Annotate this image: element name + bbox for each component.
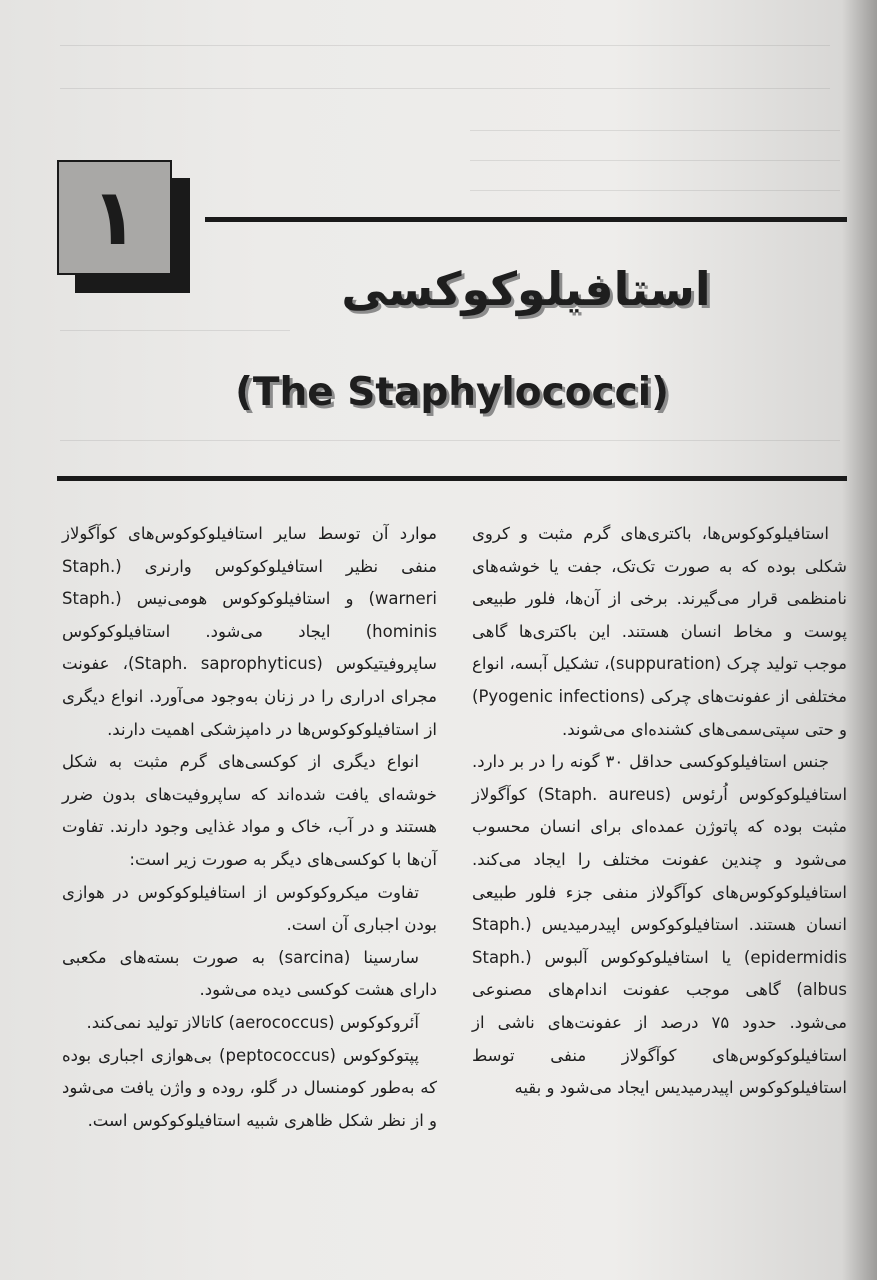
top-rule [205, 217, 847, 222]
bleed-through-line [470, 190, 840, 191]
paragraph: انواع دیگری از کوکسی‌های گرم مثبت به شکل خوشه‌ای یافت شده‌اند که ساپروفیت‌های بدون ضرر هستند و در آب، خاک و مواد غذایی وجود دارند. تفاوت آن‌ها با کوکسی‌های دیگر به صورت زیر است: [62, 752, 437, 869]
chapter-title-english: (The Staphylococci) [235, 370, 669, 415]
text-column-right [472, 518, 847, 1105]
paragraph: آئروکوکوس (aerococcus) کاتالاز تولید نمی‌کند. [86, 1012, 419, 1032]
text-column-left [62, 518, 437, 1137]
bleed-through-line [60, 330, 290, 331]
chapter-title-persian: استافیلوکوکسی [341, 262, 711, 316]
chapter-number: ۱ [90, 172, 139, 263]
bleed-through-line [60, 440, 840, 441]
paragraph: تفاوت میکروکوکوس از استافیلوکوکوس در هوازی بودن اجباری آن است. [62, 882, 437, 935]
bleed-through-line [60, 45, 830, 46]
paragraph: موارد آن توسط سایر استافیلوکوکوس‌های کوآگولاز منفی نظیر استافیلوکوکوس وارنری (Staph. warneri) و استافیلوکوکوس هومی‌نیس (Staph. hominis) ایجاد می‌شود. استافیلوکوکوس ساپروفیتیکوس (Staph. saprophyticus)، عفونت مجرای ادراری را در زنان به‌وجود می‌آورد. انواع دیگری از استافیلوکوکوس‌ها در دامپزشکی اهمیت دارند. [62, 524, 437, 739]
paragraph: جنس استافیلوکوکسی حداقل ۳۰ گونه را در بر دارد. استافیلوکوکوس اُرئوس (Staph. aureus) کوآگولاز مثبت بوده که پاتوژن عمده‌ای برای انسان محسوب می‌شود و چندین عفونت مختلف را ایجاد می‌کند. استافیلوکوکوس‌های کوآگولاز منفی جزء فلور طبیعی انسان هستند. استافیلوکوکوس اپیدرمیدیس (Staph. epidermidis) یا استافیلوکوکوس آلبوس (Staph. albus) گاهی موجب عفونت اندام‌های مصنوعی می‌شود. حدود ۷۵ درصد از عفونت‌های ناشی از استافیلوکوکوس‌های کوآگولاز منفی توسط استافیلوکوکوس اپیدرمیدیس ایجاد می‌شود و بقیه [472, 752, 848, 1098]
paragraph: سارسینا (sarcina) به صورت بسته‌های مکعبی دارای هشت کوکسی دیده می‌شود. [62, 947, 437, 1000]
bleed-through-line [60, 88, 830, 89]
bleed-through-line [470, 160, 840, 161]
paragraph: پپتوکوکوس (peptococcus) بی‌هوازی اجباری بوده که به‌طور کومنسال در گلو، روده و واژن یافت می‌شود و از نظر شکل ظاهری شبیه استافیلوکوکوس است. [62, 1045, 437, 1130]
bleed-through-line [470, 130, 840, 131]
paragraph: استافیلوکوکوس‌ها، باکتری‌های گرم مثبت و کروی شکلی بوده که به صورت تک‌تک، جفت یا خوشه‌های نامنظمی قرار می‌گیرند. برخی از آن‌ها، فلور طبیعی پوست و مخاط انسان هستند. این باکتری‌ها گاهی موجب تولید چرک (suppuration)، تشکیل آبسه، انواع مختلفی از عفونت‌های چرکی (Pyogenic infections) و حتی سپتی‌سمی‌های کشنده‌ای می‌شوند. [472, 524, 848, 739]
chapter-number-box [57, 160, 172, 275]
bottom-rule [57, 476, 847, 481]
